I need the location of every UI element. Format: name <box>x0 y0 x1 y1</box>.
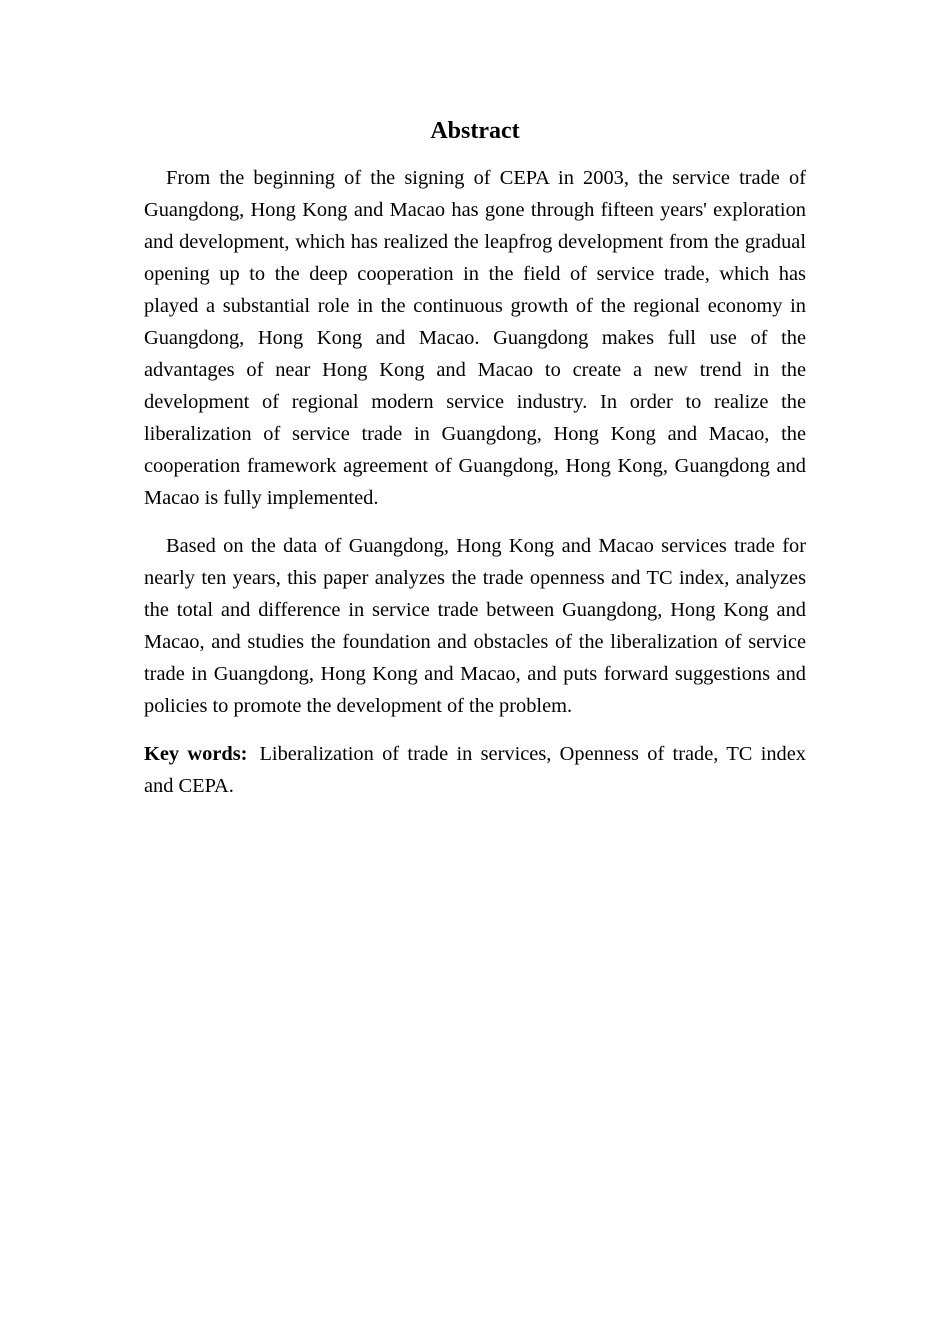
abstract-title: Abstract <box>430 118 520 144</box>
keywords-text: Liberalization of trade in services, Openness of trade, TC index and CEPA. <box>144 743 806 797</box>
abstract-paragraph-1: From the beginning of the signing of CEPA in 2003, the service trade of Guangdong, Hong Kong and Macao has gone through fifteen years' exploration and development, which has realized the leapfrog development from the gradual opening up to the deep cooperation in the field of service trade, which has played a substantial role in the continuous growth of the regional economy in Guangdong, Hong Kong and Macao. Guangdong makes full use of the advantages of near Hong Kong and Macao to create a new trend in the development of regional modern service industry. In order to realize the liberalization of service trade in Guangdong, Hong Kong and Macao, the cooperation framework agreement of Guangdong, Hong Kong, Guangdong and Macao is fully implemented. <box>144 167 806 509</box>
abstract-paragraph-2: Based on the data of Guangdong, Hong Kong and Macao services trade for nearly ten years, this paper analyzes the trade openness and TC index, analyzes the total and difference in service trade between Guangdong, Hong Kong and Macao, and studies the foundation and obstacles of the liberalization of service trade in Guangdong, Hong Kong and Macao, and puts forward suggestions and policies to promote the development of the problem. <box>144 535 806 717</box>
keywords-label: Key words: <box>144 743 248 765</box>
keywords-line <box>144 738 806 802</box>
abstract-section <box>144 114 806 802</box>
